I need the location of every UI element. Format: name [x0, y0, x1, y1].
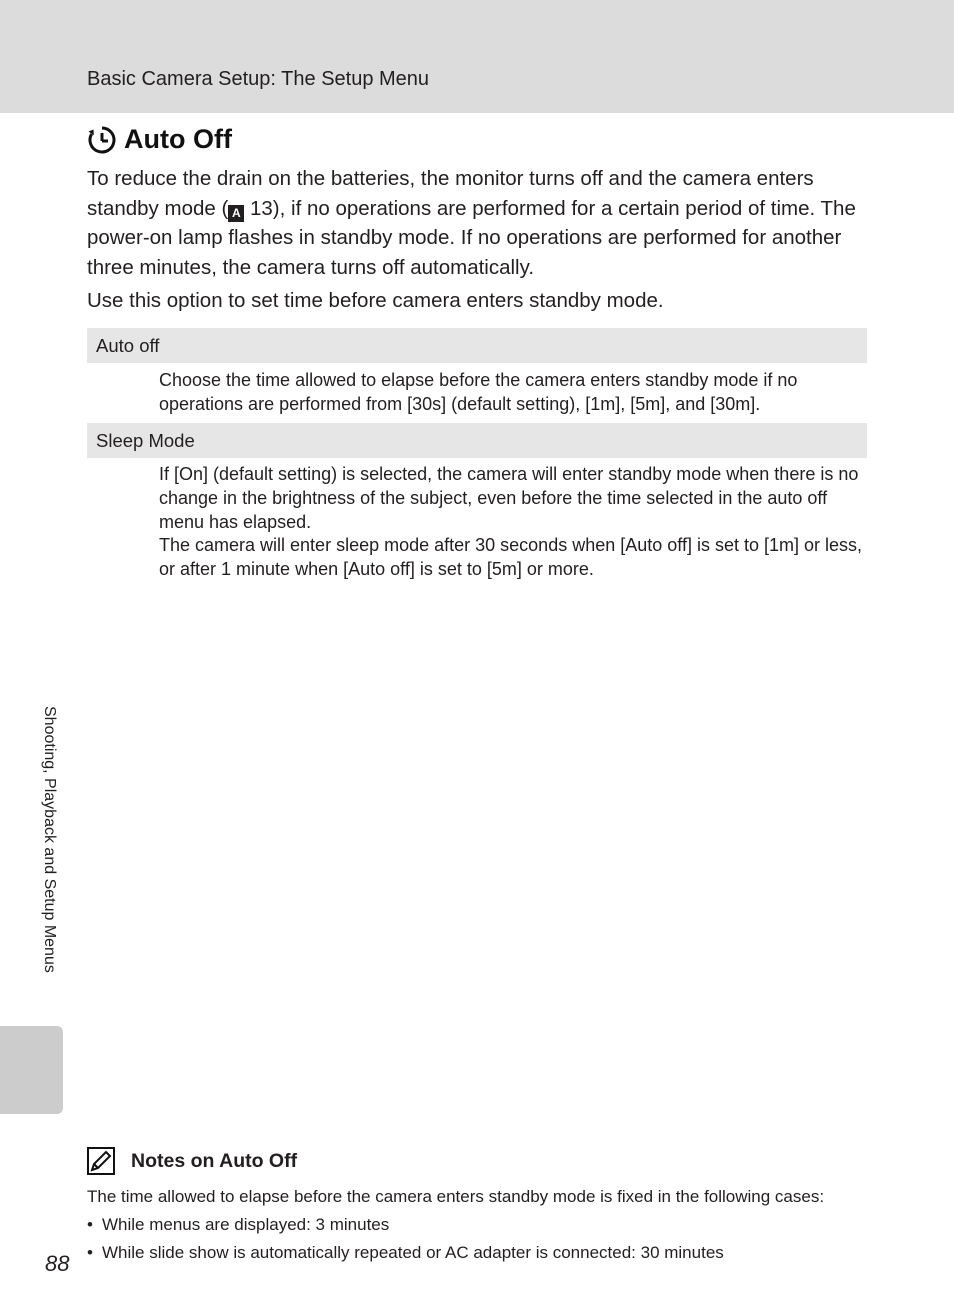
- sidebar-chapter-label: Shooting, Playback and Setup Menus: [41, 706, 58, 973]
- note-title: Notes on Auto Off: [131, 1149, 298, 1172]
- header-band: [0, 0, 954, 113]
- pencil-note-icon: [87, 1147, 115, 1175]
- note-bullet-text: While slide show is automatically repeated or AC adapter is connected: 30 minutes: [102, 1243, 724, 1262]
- option-description-sleep-mode-1: If [On] (default setting) is selected, the camera will enter standby mode when there is no change in the brightness of the subject, even before the time selected in the auto off menu has elapsed.: [159, 464, 859, 532]
- note-bullet-item: [87, 1242, 724, 1264]
- intro-paragraph: [87, 164, 877, 282]
- sidebar-chapter-tab: [0, 1026, 63, 1114]
- section-title-text: Auto Off: [124, 124, 232, 154]
- option-description-auto-off: Choose the time allowed to elapse before the camera enters standby mode if no operations are performed from [30s] (default setting), [1m], [5m], and [30m].: [159, 370, 798, 414]
- note-text: The time allowed to elapse before the camera enters standby mode is fixed in the following cases:: [87, 1187, 825, 1206]
- option-description-sleep-mode-2: The camera will enter sleep mode after 30 seconds when [Auto off] is set to [1m] or less, or after 1 minute when [Auto off] is set to [5m] or more.: [159, 535, 863, 579]
- note-heading: [87, 1147, 297, 1175]
- section-title: [87, 124, 232, 155]
- header-title: Basic Camera Setup: The Setup Menu: [87, 68, 430, 90]
- auto-off-timer-icon: [87, 125, 117, 155]
- note-bullet-item: [87, 1214, 389, 1236]
- page-number: 88: [45, 1251, 70, 1276]
- intro-text-a: To reduce the drain on the batteries, the monitor turns off and the camera enters standby mode (: [87, 167, 814, 220]
- intro-paragraph-2: Use this option to set time before camera enters standby mode.: [87, 289, 664, 312]
- option-header-auto-off: Auto off: [87, 328, 867, 363]
- page-reference-icon: A: [228, 205, 244, 222]
- intro-text-b: 13), if no operations are performed for a certain period of time. The power-on lamp flashes in standby mode. If no operations are performed for another three minutes, the camera turns off automatically.: [87, 196, 856, 279]
- bullet-icon: •: [87, 1243, 93, 1262]
- note-bullet-text: While menus are displayed: 3 minutes: [102, 1215, 390, 1234]
- bullet-icon: •: [87, 1215, 93, 1234]
- option-header-sleep-mode: Sleep Mode: [87, 423, 867, 458]
